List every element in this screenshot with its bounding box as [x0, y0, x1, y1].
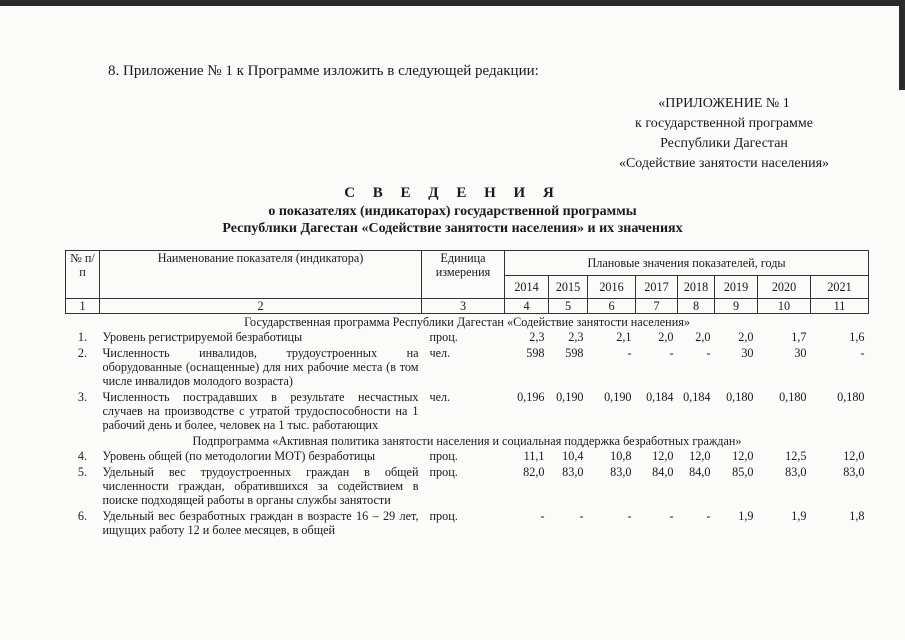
row-number: 6.	[77, 509, 88, 523]
document-heading	[0, 183, 905, 237]
year-header: 2015	[549, 276, 588, 299]
value-cell: 1,6	[849, 330, 865, 344]
indicator-unit: чел.	[429, 390, 451, 404]
value-cell: 85,0	[732, 465, 754, 479]
intro-paragraph: 8. Приложение № 1 к Программе изложить в следующей редакции:	[108, 63, 539, 79]
value-cell: 0,196	[517, 390, 545, 404]
table-row	[66, 329, 869, 345]
row-number: 4.	[77, 449, 88, 463]
indicator-name: Численность инвалидов, трудоустроенных на оборудованные (оснащенные) для них рабочие места (в том числе инвалидов молодого возраста)	[102, 346, 419, 388]
value-cell: 0,180	[779, 390, 807, 404]
value-cell: 598	[526, 346, 545, 360]
column-number: 5	[549, 299, 588, 314]
column-number: 10	[758, 299, 811, 314]
value-cell: 10,4	[562, 449, 584, 463]
indicator-name: Численность пострадавших в результате несчастных случаев на производстве с утратой трудоспособности на 1 рабочий день и более, человек на 1 тыс. работающих	[102, 390, 419, 432]
table-row	[66, 389, 869, 433]
column-number: 2	[100, 299, 422, 314]
value-cell: 84,0	[689, 465, 711, 479]
value-cell: 0,184	[646, 390, 674, 404]
column-header-name: Наименование показателя (индикатора)	[100, 251, 422, 299]
value-cell: 12,0	[732, 449, 754, 463]
column-number: 3	[422, 299, 505, 314]
indicator-unit: проц.	[429, 449, 458, 463]
value-cell: -	[627, 509, 632, 523]
section-title: Подпрограмма «Активная политика занятости населения и социальная поддержка безработных граждан»	[192, 434, 742, 448]
value-cell: -	[706, 346, 711, 360]
value-cell: 82,0	[523, 465, 545, 479]
value-cell: 0,180	[837, 390, 865, 404]
year-header: 2016	[588, 276, 636, 299]
indicator-name: Удельный вес безработных граждан в возрасте 16 – 29 лет, ищущих работу 12 и более месяцев, в общей	[102, 509, 419, 537]
year-header: 2018	[678, 276, 715, 299]
appendix-line: «Содействие занятости населения»	[618, 156, 830, 171]
heading-title: С В Е Д Е Н И Я	[344, 185, 561, 201]
table-row	[66, 345, 869, 389]
value-cell: 12,0	[843, 449, 865, 463]
value-cell: -	[627, 346, 632, 360]
indicator-unit: проц.	[429, 330, 458, 344]
value-cell: -	[579, 509, 584, 523]
column-number: 9	[715, 299, 758, 314]
year-header: 2019	[715, 276, 758, 299]
section-title: Государственная программа Республики Дагестан «Содействие занятости населения»	[244, 315, 690, 329]
column-number: 7	[636, 299, 678, 314]
value-cell: 83,0	[843, 465, 865, 479]
column-header-plan: Плановые значения показателей, годы	[505, 251, 869, 276]
value-cell: 12,0	[689, 449, 711, 463]
column-number: 4	[505, 299, 549, 314]
value-cell: 2,1	[616, 330, 632, 344]
indicator-name: Уровень регистрируемой безработицы	[102, 330, 303, 344]
value-cell: 83,0	[785, 465, 807, 479]
table-row	[66, 448, 869, 464]
value-cell: 1,8	[849, 509, 865, 523]
value-cell: 83,0	[562, 465, 584, 479]
value-cell: 2,0	[658, 330, 674, 344]
heading-subtitle: Республики Дагестан «Содействие занятости населения» и их значениях	[222, 221, 683, 236]
column-header-unit: Единица измерения	[422, 251, 505, 299]
indicators-table	[65, 250, 869, 538]
column-header-number: № п/п	[66, 251, 100, 299]
column-number: 6	[588, 299, 636, 314]
value-cell: 2,0	[738, 330, 754, 344]
year-header: 2014	[505, 276, 549, 299]
value-cell: 0,184	[683, 390, 711, 404]
column-number: 11	[811, 299, 869, 314]
column-number: 1	[66, 299, 100, 314]
appendix-line: «ПРИЛОЖЕНИЕ № 1	[658, 96, 790, 111]
value-cell: 30	[741, 346, 754, 360]
value-cell: -	[669, 509, 674, 523]
row-number: 3.	[77, 390, 88, 404]
value-cell: 83,0	[610, 465, 632, 479]
table-row	[66, 508, 869, 538]
row-number: 2.	[77, 346, 88, 360]
value-cell: 30	[794, 346, 807, 360]
value-cell: 1,9	[791, 509, 807, 523]
indicator-name: Удельный вес трудоустроенных граждан в общей численности граждан, обратившихся за содействием в поиске подходящей работы в органы службы занятости	[102, 465, 419, 507]
heading-subtitle: о показателях (индикаторах) государственной программы	[268, 204, 637, 219]
value-cell: 2,3	[529, 330, 545, 344]
year-header: 2017	[636, 276, 678, 299]
appendix-line: Республики Дагестан	[660, 136, 788, 151]
row-number: 5.	[77, 465, 88, 479]
year-header: 2021	[811, 276, 869, 299]
table-row	[66, 464, 869, 508]
value-cell: -	[706, 509, 711, 523]
value-cell: 2,0	[695, 330, 711, 344]
appendix-stamp-block	[594, 94, 854, 174]
value-cell: 10,8	[610, 449, 632, 463]
column-number: 8	[678, 299, 715, 314]
value-cell: 84,0	[652, 465, 674, 479]
value-cell: 0,190	[604, 390, 632, 404]
value-cell: 1,9	[738, 509, 754, 523]
indicator-unit: проц.	[429, 509, 458, 523]
value-cell: 598	[565, 346, 584, 360]
year-header: 2020	[758, 276, 811, 299]
value-cell: 1,7	[791, 330, 807, 344]
value-cell: 0,190	[556, 390, 584, 404]
scan-edge-right	[899, 0, 905, 90]
value-cell: -	[669, 346, 674, 360]
value-cell: 2,3	[568, 330, 584, 344]
indicator-name: Уровень общей (по методологии МОТ) безработицы	[102, 449, 376, 463]
value-cell: 0,180	[726, 390, 754, 404]
value-cell: 11,1	[523, 449, 545, 463]
indicator-unit: проц.	[429, 465, 458, 479]
appendix-line: к государственной программе	[635, 116, 813, 131]
scan-edge-top	[0, 0, 905, 6]
value-cell: 12,0	[652, 449, 674, 463]
value-cell: -	[860, 346, 865, 360]
row-number: 1.	[77, 330, 88, 344]
indicator-unit: чел.	[429, 346, 451, 360]
value-cell: 12,5	[785, 449, 807, 463]
value-cell: -	[540, 509, 545, 523]
